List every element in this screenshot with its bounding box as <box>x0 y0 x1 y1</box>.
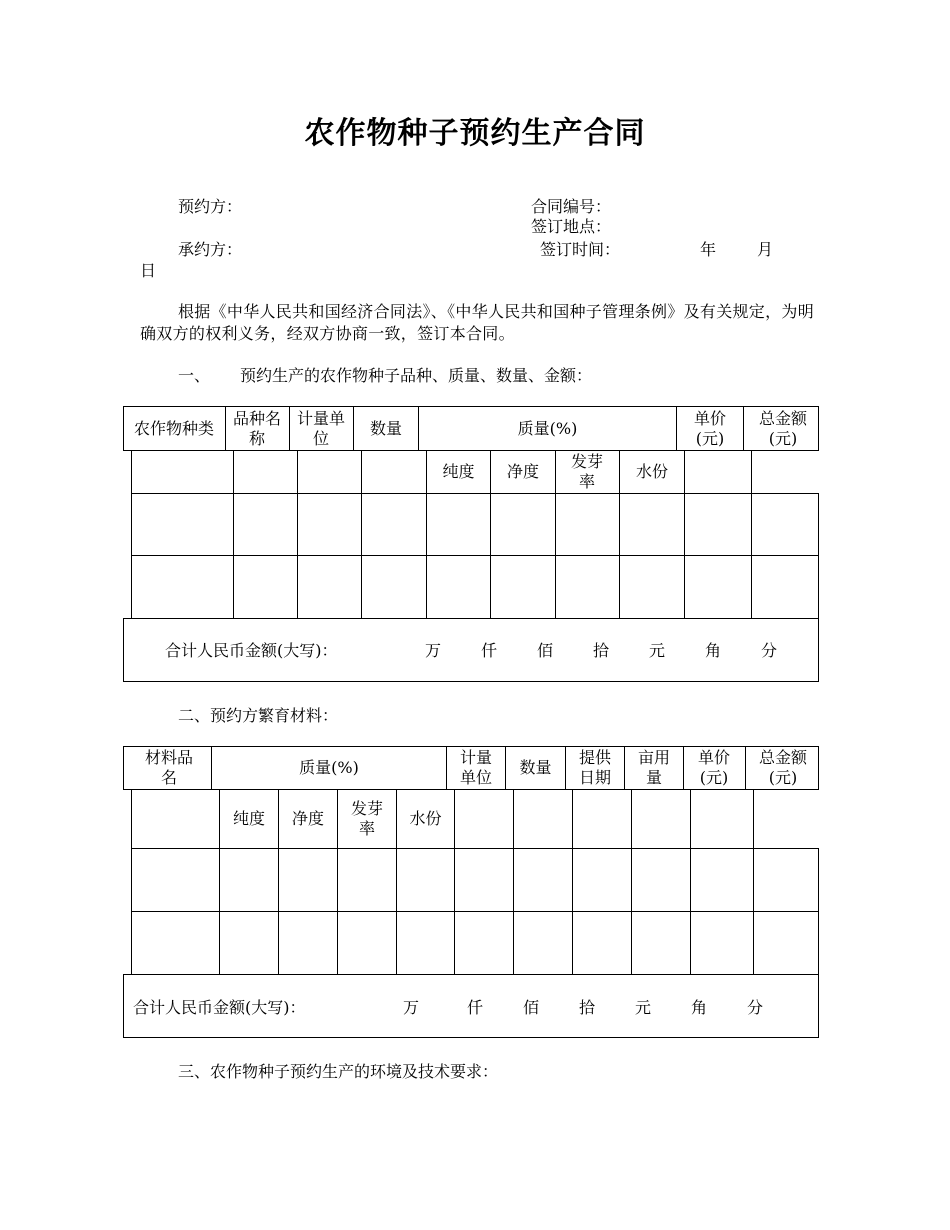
header-quantity: 数量 <box>519 758 552 777</box>
intro-paragraph: 根据《中华人民共和国经济合同法》、《中华人民共和国种子管理条例》及有关规定，为明确双方的权利义务，经双方协商一致，签订本合同。 <box>140 302 815 343</box>
month-label: 月 <box>757 240 774 259</box>
unit-jiao: 角 <box>691 998 708 1017</box>
day-label: 日 <box>140 261 157 280</box>
header-per-mu-amount: 亩用量 <box>637 748 670 787</box>
unit-fen: 分 <box>761 641 778 660</box>
header-quality: 质量(%) <box>517 418 578 438</box>
header-variety-name: 品种名称 <box>233 408 282 448</box>
unit-wan: 万 <box>425 641 442 660</box>
subheader-cleanliness: 净度 <box>506 462 539 481</box>
unit-yuan: 元 <box>649 641 666 660</box>
total-amount-label: 合计人民币金额(大写)： <box>165 641 338 660</box>
subheader-germination: 发芽率 <box>350 799 383 838</box>
party-a-label: 预约方： <box>178 197 243 216</box>
section1-heading: 预约生产的农作物种子品种、质量、数量、金额： <box>240 366 593 385</box>
header-crop-type: 农作物种类 <box>133 418 214 438</box>
sign-time-label: 签订时间： <box>540 240 621 259</box>
subheader-moisture: 水份 <box>409 809 442 828</box>
total-amount-label: 合计人民币金额(大写)： <box>133 998 306 1017</box>
header-quality: 质量(%) <box>299 758 359 777</box>
header-unit-price: 单价(元) <box>693 408 726 448</box>
unit-jiao: 角 <box>705 641 722 660</box>
unit-shi: 拾 <box>593 641 610 660</box>
header-unit: 计量单位 <box>297 408 346 448</box>
section2-heading: 二、预约方繁育材料： <box>178 706 339 725</box>
header-total-amount: 总金额(元) <box>758 748 807 787</box>
unit-fen: 分 <box>747 998 764 1017</box>
document-title: 农作物种子预约生产合同 <box>304 116 646 151</box>
unit-wan: 万 <box>403 998 420 1017</box>
unit-shi: 拾 <box>579 998 596 1017</box>
header-supply-date: 提供日期 <box>578 748 611 787</box>
unit-yuan: 元 <box>635 998 652 1017</box>
header-unit-price: 单价(元) <box>697 748 730 787</box>
header-material-name: 材料品名 <box>144 748 193 787</box>
party-b-label: 承约方： <box>178 240 243 259</box>
unit-bai: 佰 <box>537 641 554 660</box>
subheader-cleanliness: 净度 <box>291 809 324 828</box>
unit-qian: 仟 <box>467 998 484 1017</box>
subheader-germination: 发芽率 <box>570 452 603 491</box>
section1-number: 一、 <box>178 366 211 385</box>
sign-place-label: 签订地点： <box>531 217 612 236</box>
unit-qian: 仟 <box>481 641 498 660</box>
unit-bai: 佰 <box>523 998 540 1017</box>
year-label: 年 <box>700 240 717 259</box>
header-unit: 计量单位 <box>459 748 492 787</box>
contract-no-label: 合同编号： <box>531 197 612 216</box>
subheader-moisture: 水份 <box>635 462 668 481</box>
section3-heading: 三、农作物种子预约生产的环境及技术要求： <box>178 1062 499 1081</box>
header-total-amount: 总金额(元) <box>758 408 807 448</box>
header-quantity: 数量 <box>369 418 402 438</box>
subheader-purity: 纯度 <box>232 809 265 828</box>
subheader-purity: 纯度 <box>442 462 475 481</box>
